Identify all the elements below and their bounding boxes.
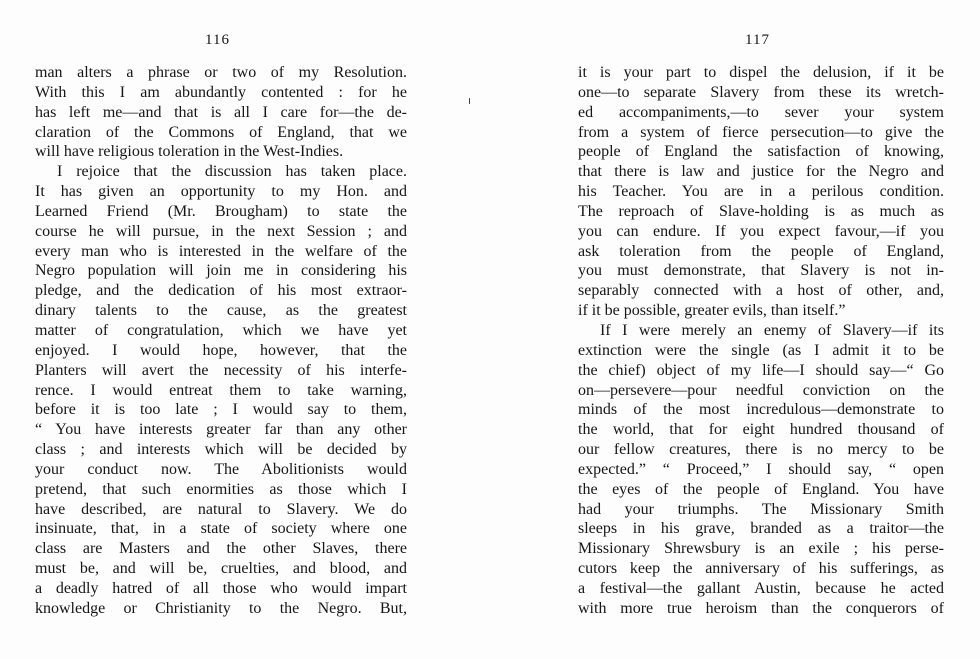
text-line: you must demonstrate, that Slavery is not in- [578,262,944,280]
text-line: you can endure. If you expect favour,—if you [578,222,944,240]
text-line: his Teacher. You are in a perilous condition. [578,183,944,201]
text-line: class are Masters and the other Slaves, there [35,540,407,558]
text-line: it is your part to dispel the delusion, if it be [578,64,944,81]
text-line: with more true heroism than the conquerors of [578,599,944,617]
text-line: cutors keep the anniversary of his sufferings, as [578,560,944,578]
text-line: insinuate, that, in a state of society where one [35,520,407,538]
text-line: from a system of fierce persecution—to give the [578,123,944,141]
paragraph-start-line: If I were merely an enemy of Slavery—if its [600,321,944,339]
text-line: pledge, and the dedication of his most extraor- [35,282,407,300]
text-line: dinary talents to the cause, as the greatest [35,302,407,320]
text-line: Learned Friend (Mr. Brougham) to state the [35,202,407,220]
text-line: Negro population will join me in considering his [35,262,407,280]
text-line: knowledge or Christianity to the Negro. But, [35,599,407,617]
text-line: minds of the most incredulous—demonstrate to [578,401,944,419]
text-line: had your triumphs. The Missionary Smith [578,500,944,518]
text-line: a deadly hatred of all those who would impart [35,579,407,597]
gutter-mark [469,98,470,104]
text-line: Missionary Shrewsbury is an exile ; his perse- [578,540,944,558]
text-line: before it is too late ; I would say to them, [35,401,407,419]
text-line: “ You have interests greater far than any other [35,421,407,439]
right-page-text [578,63,944,619]
text-line: will have religious toleration in the West-Indies. [35,143,344,161]
text-line: expected.” “ Proceed,” I should say, “ open [578,460,944,478]
text-line: ed accompaniments,—to sever your system [578,103,944,121]
text-line: The reproach of Slave-holding is as much as [578,202,944,220]
text-line: on—persevere—pour needful conviction on the [578,381,944,399]
text-line: one—to separate Slavery from these its wretch- [578,83,944,101]
right-page-number: 117 [745,32,770,48]
text-line: course he will pursue, in the next Session ; and [35,222,407,240]
left-page-number: 116 [205,32,230,48]
text-line: sleeps in his grave, branded as a traitor—the [578,520,944,538]
text-line: claration of the Commons of England, that we [35,123,407,141]
text-line: the world, that for eight hundred thousand of [578,421,944,439]
left-page-text [35,63,407,619]
text-line: has left me—and that is all I care for—the de- [35,103,407,121]
text-line: must be, and will be, cruelties, and blood, and [35,560,407,578]
text-line: every man who is interested in the welfare of the [35,242,407,260]
text-line: people of England the satisfaction of knowing, [578,143,944,161]
text-line: have described, are natural to Slavery. We do [35,500,407,518]
text-line: matter of congratulation, which we have yet [35,321,407,339]
text-line: if it be possible, greater evils, than itself.” [578,302,846,320]
text-line: rence. I would entreat them to take warning, [35,381,407,399]
text-line: pretend, that such enormities as those which I [35,480,407,498]
text-line: a festival—the gallant Austin, because he acted [578,579,944,597]
text-line: enjoyed. I would hope, however, that the [35,341,407,359]
paragraph-start-line: I rejoice that the discussion has taken place. [57,163,407,181]
text-line: ask toleration from the people of England, [578,242,944,260]
text-line: separably connected with a host of other, and, [578,282,944,300]
text-line: It has given an opportunity to my Hon. and [35,183,407,201]
text-line: extinction were the single (as I admit it to be [578,341,944,359]
text-line: the chief) object of my life—I should say—“ Go [578,361,944,379]
text-line: Planters will avert the necessity of his interfe- [35,361,407,379]
text-line: your conduct now. The Abolitionists would [35,460,407,478]
text-line: our fellow creatures, there is no mercy to be [578,441,944,459]
text-line: man alters a phrase or two of my Resolution. [35,64,407,81]
text-line: the eyes of the people of England. You have [578,480,944,498]
text-line: class ; and interests which will be decided by [35,441,407,459]
text-line: that there is law and justice for the Negro and [578,163,944,181]
text-line: With this I am abundantly contented : for he [35,83,407,101]
